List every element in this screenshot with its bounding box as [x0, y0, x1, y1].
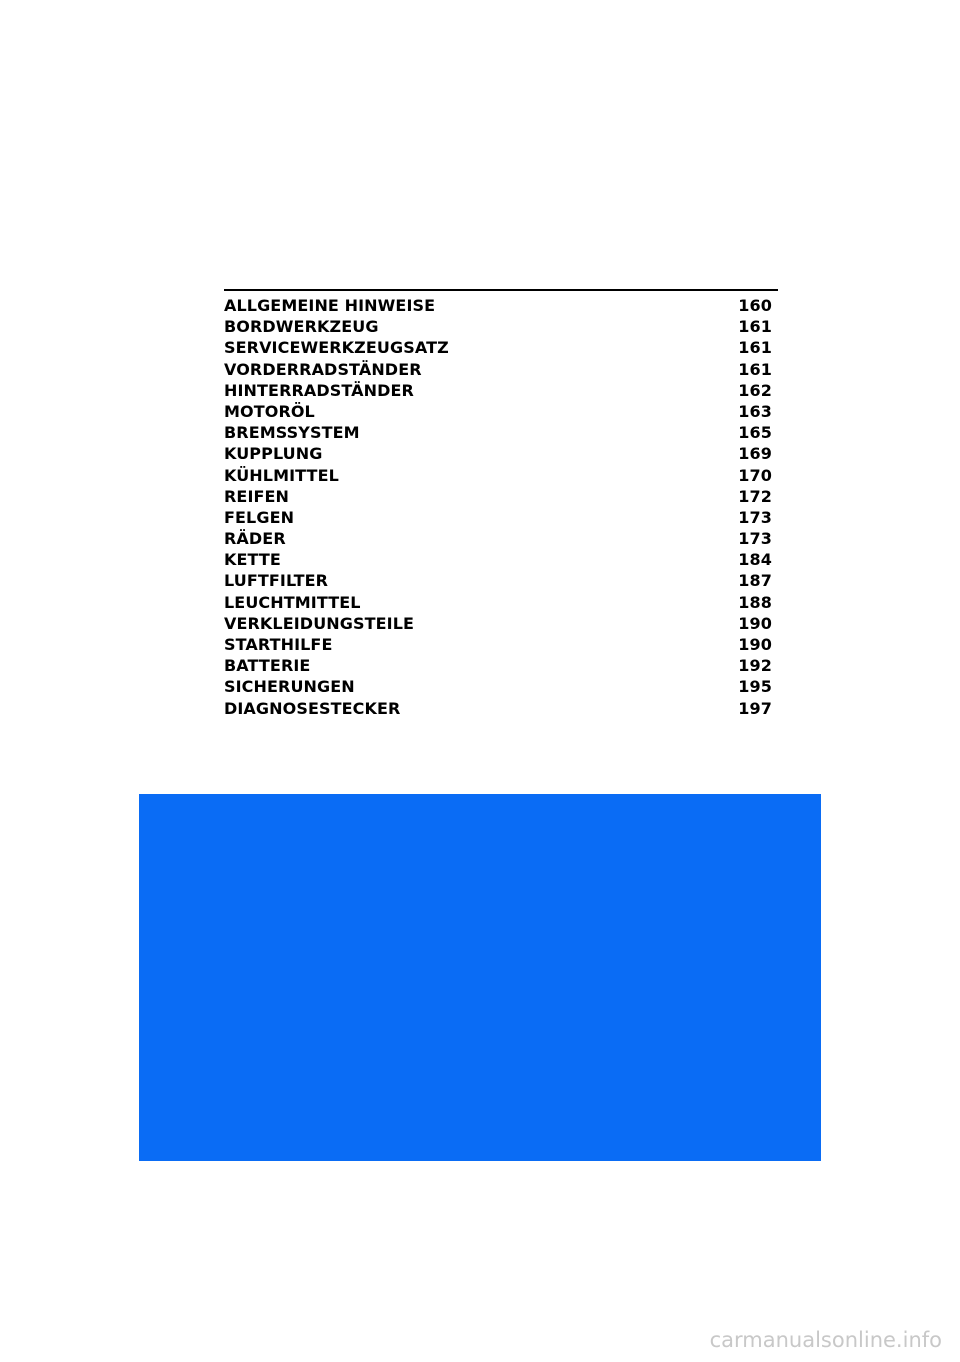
toc-entry-title: REIFEN	[224, 486, 290, 506]
toc-entry-page: 173	[738, 529, 772, 549]
toc-entry-page: 161	[738, 338, 772, 358]
toc-entry[interactable]	[224, 507, 778, 528]
toc-entry-title: VERKLEIDUNGSTEILE	[224, 613, 415, 633]
toc-entry-title: LUFTFILTER	[224, 571, 329, 591]
toc-entry[interactable]	[224, 592, 778, 613]
toc-entry-title: BATTERIE	[224, 656, 311, 676]
toc-entry[interactable]	[224, 465, 778, 486]
toc-entry-page: 190	[738, 613, 772, 633]
toc-entry-title: VORDERRADSTÄNDER	[224, 359, 422, 379]
toc-entry-page: 169	[738, 444, 772, 464]
toc-entry-page: 172	[738, 486, 772, 506]
toc-entry[interactable]	[224, 295, 778, 316]
toc-entry[interactable]	[224, 549, 778, 570]
toc-entry-page: 165	[738, 423, 772, 443]
toc-entry-title: KETTE	[224, 550, 281, 570]
toc-entry[interactable]	[224, 443, 778, 464]
toc-entry-page: 161	[738, 317, 772, 337]
toc-entry-page: 170	[738, 465, 772, 485]
toc-entry-title: ALLGEMEINE HINWEISE	[224, 296, 436, 315]
toc-entry-title: BORDWERKZEUG	[224, 317, 379, 337]
toc-entry-page: 192	[738, 656, 772, 676]
toc-entry-page: 187	[738, 571, 772, 591]
table-of-contents	[224, 289, 778, 719]
toc-entry-page: 163	[738, 401, 772, 421]
toc-entry[interactable]	[224, 380, 778, 401]
toc-entry-page: 173	[738, 507, 772, 527]
toc-entry-page: 161	[738, 359, 772, 379]
toc-entry-title: BREMSSYSTEM	[224, 423, 360, 443]
toc-entry-page: 195	[738, 677, 772, 697]
watermark[interactable]: carmanualsonline.info	[709, 1328, 942, 1352]
toc-entry[interactable]	[224, 676, 778, 697]
toc-entry-page: 184	[738, 550, 772, 570]
toc-entry-title: DIAGNOSESTECKER	[224, 698, 401, 718]
toc-entry-page: 160	[738, 296, 772, 315]
toc-entry[interactable]	[224, 401, 778, 422]
toc-entry-title: RÄDER	[224, 529, 286, 549]
blue-chapter-panel	[139, 794, 821, 1161]
toc-entry-page: 162	[738, 380, 772, 400]
toc-entry-title: SERVICEWERKZEUGSATZ	[224, 338, 449, 358]
toc-entry-title: KUPPLUNG	[224, 444, 323, 464]
toc-entry[interactable]	[224, 528, 778, 549]
toc-entry-title: SICHERUNGEN	[224, 677, 355, 697]
toc-entry-page: 188	[738, 592, 772, 612]
toc-entry[interactable]	[224, 698, 778, 719]
toc-entry[interactable]	[224, 486, 778, 507]
toc-entry[interactable]	[224, 655, 778, 676]
toc-entry-title: KÜHLMITTEL	[224, 465, 339, 485]
toc-entry[interactable]	[224, 422, 778, 443]
toc-entry[interactable]	[224, 634, 778, 655]
toc-entry[interactable]	[224, 359, 778, 380]
toc-entry[interactable]	[224, 337, 778, 358]
toc-entry[interactable]	[224, 316, 778, 337]
toc-entry-page: 197	[738, 698, 772, 718]
toc-entry-title: MOTORÖL	[224, 401, 315, 421]
toc-entry[interactable]	[224, 570, 778, 591]
toc-entry-title: STARTHILFE	[224, 635, 333, 654]
toc-entry-title: LEUCHTMITTEL	[224, 592, 361, 612]
toc-entry-page: 190	[738, 635, 772, 654]
toc-entry-title: HINTERRADSTÄNDER	[224, 380, 414, 400]
toc-entry[interactable]	[224, 613, 778, 634]
toc-entry-title: FELGEN	[224, 507, 295, 527]
